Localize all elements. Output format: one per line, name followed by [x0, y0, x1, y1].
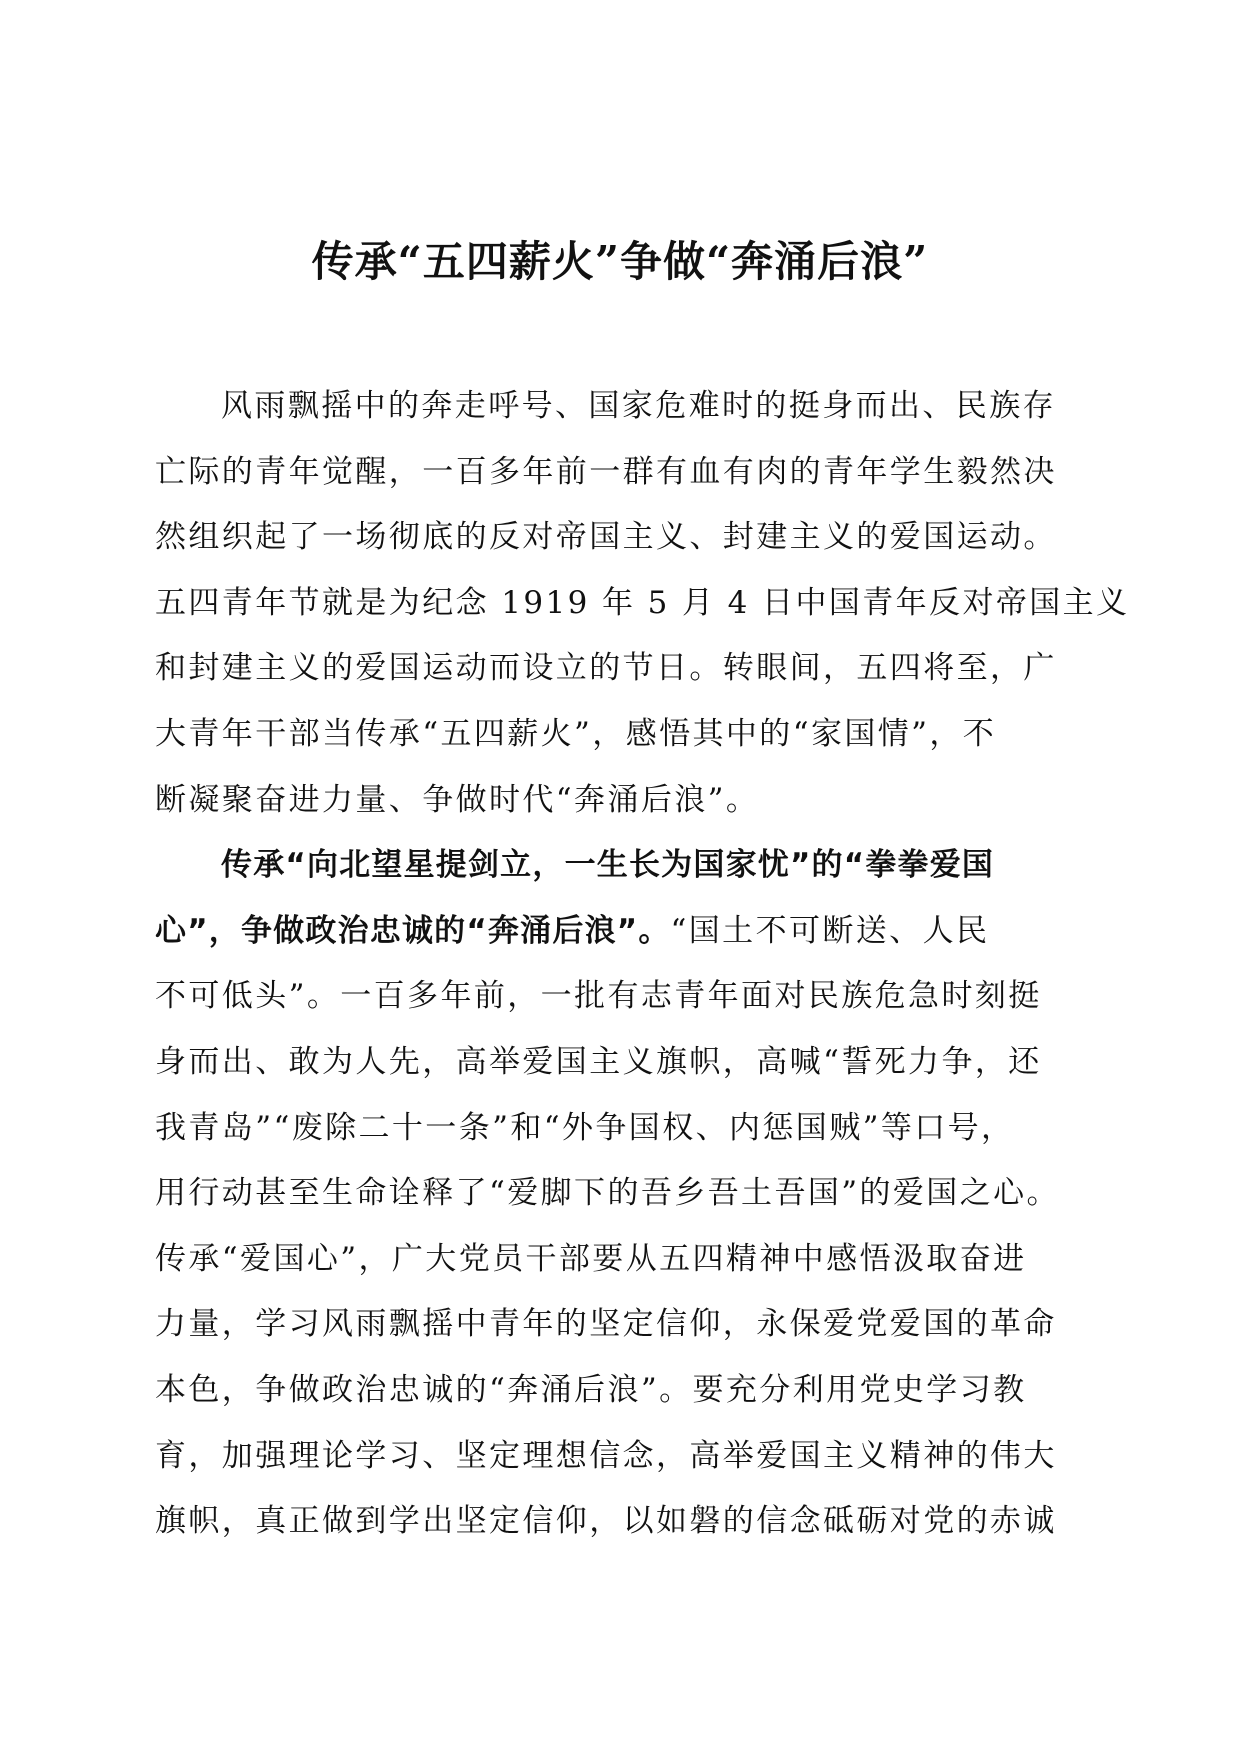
document-body [155, 374, 1130, 1555]
body-line: 风雨飘摇中的奔走呼号、国家危难时的挺身而出、民族存 [221, 388, 1056, 424]
section-heading: 传承“向北望星提剑立，一生长为国家忧”的“拳拳爱国 [221, 847, 995, 884]
body-line: 不可低头”。一百多年前，一批有志青年面对民族危急时刻挺 [155, 978, 1042, 1015]
body-line: 传承“爱国心”，广大党员干部要从五四精神中感悟汲取奋进 [155, 1240, 1027, 1277]
body-line [155, 833, 1085, 899]
body-line: 和封建主义的爱国运动而设立的节日。转眼间，五四将至，广 [155, 650, 1057, 687]
body-line: 亡际的青年觉醒，一百多年前一群有血有肉的青年学生毅然决 [155, 453, 1057, 490]
body-text: “国土不可断送、人民 [670, 912, 990, 949]
body-line: 五四青年节就是为纪念 1919 年 5 月 4 日中国青年反对帝国主义 [155, 584, 1130, 621]
body-line: 大青年干部当传承“五四薪火”，感悟其中的“家国情”，不 [155, 715, 997, 752]
body-line: 育，加强理论学习、坚定理想信念，高举爱国主义精神的伟大 [155, 1437, 1057, 1474]
body-line: 旗帜，真正做到学出坚定信仰，以如磐的信念砥砺对党的赤诚 [155, 1503, 1057, 1540]
body-line: 用行动甚至生命诠释了“爱脚下的吾乡吾土吾国”的爱国之心。 [155, 1175, 1060, 1212]
body-line [155, 899, 1085, 965]
body-line: 力量，学习风雨飘摇中青年的坚定信仰，永保爱党爱国的革命 [155, 1306, 1057, 1343]
section-heading: 心”，争做政治忠诚的“奔涌后浪”。 [155, 912, 671, 949]
body-line: 然组织起了一场彻底的反对帝国主义、封建主义的爱国运动。 [155, 519, 1057, 556]
body-line: 本色，争做政治忠诚的“奔涌后浪”。要充分利用党史学习教 [155, 1371, 1027, 1408]
body-line: 断凝聚奋进力量、争做时代“奔涌后浪”。 [155, 781, 760, 818]
document-title: 传承“五四薪火”争做“奔涌后浪” [311, 237, 929, 286]
body-line: 我青岛”“废除二十一条”和“外争国权、内惩国贼”等口号， [155, 1109, 1015, 1146]
body-line: 身而出、敢为人先，高举爱国主义旗帜，高喊“誓死力争，还 [155, 1043, 1042, 1080]
